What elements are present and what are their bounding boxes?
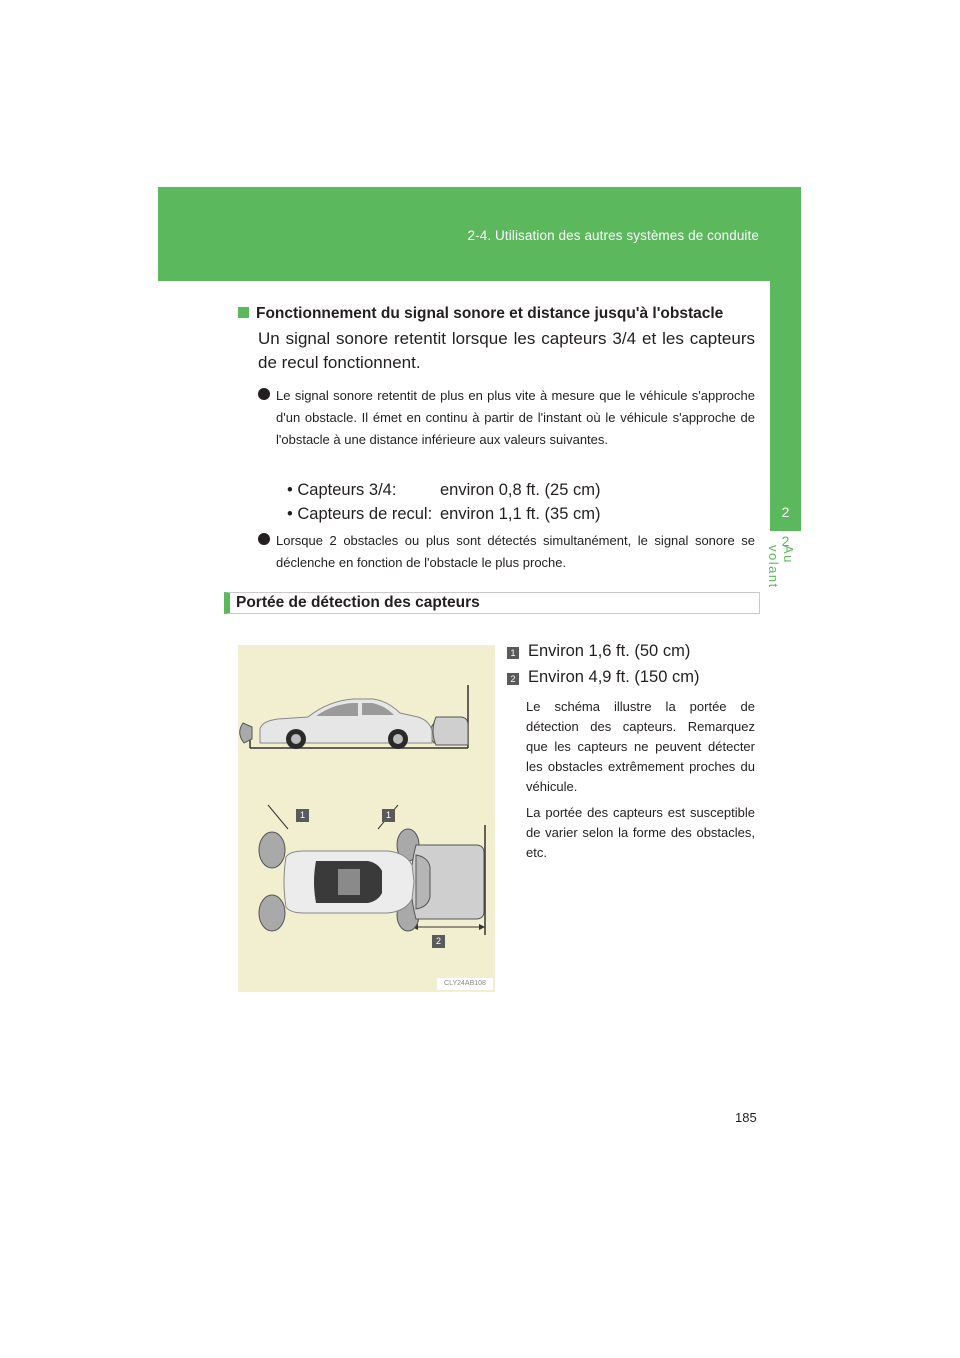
page-number: 185 (735, 1110, 757, 1125)
sensor-range-figure (238, 645, 495, 992)
value-row (287, 502, 600, 526)
value-label: • Capteurs de recul: (287, 505, 433, 523)
legend-item (507, 640, 690, 662)
legend-text: Environ 4,9 ft. (150 cm) (528, 668, 700, 686)
value-label: • Capteurs 3/4: (287, 481, 397, 499)
figure-badge-1a: 1 (299, 810, 305, 820)
section-heading-text: Portée de détection des capteurs (236, 594, 480, 611)
figure-badge-1b: 1 (385, 810, 391, 820)
bullet-text: Le signal sonore retentit de plus en plus vite à mesure que le véhicule s'approche d'un obstacle. Il émet en continu à partir de l'instant où le véhicule s'approche de l'obstacle à une distance inférieure aux valeurs suivantes. (276, 388, 755, 447)
legend-item (507, 666, 700, 688)
section-title: 2-4. Utilisation des autres systèmes de conduite (467, 228, 759, 243)
subsection-heading (238, 305, 723, 323)
value-text: environ 0,8 ft. (25 cm) (440, 481, 601, 499)
figure-badge-2: 2 (435, 936, 441, 946)
intro-paragraph: Un signal sonore retentit lorsque les capteurs 3/4 et les capteurs de recul fonctionnent. (258, 329, 755, 372)
bullet-dot-icon (258, 388, 270, 400)
distance-values (287, 478, 600, 526)
figure-note: La portée des capteurs est susceptible de varier selon la forme des obstacles, etc. (526, 805, 755, 860)
header-band (158, 187, 801, 281)
bullet-dot-icon (258, 533, 270, 545)
chapter-tab (770, 281, 801, 549)
chapter-number: 2 (781, 533, 790, 549)
chapter-number-label: 2 (781, 504, 790, 520)
bullet-text: Lorsque 2 obstacles ou plus sont détectés simultanément, le signal sonore se déclenche en fonction de l'obstacle le plus proche. (276, 533, 755, 570)
chapter-label: Au volant (766, 545, 796, 589)
sensor-diagram (238, 645, 495, 992)
legend-badge: 2 (507, 673, 519, 685)
legend-badge: 1 (507, 647, 519, 659)
value-row (287, 478, 600, 502)
figure-note: Le schéma illustre la portée de détection des capteurs. Remarquez que les capteurs ne peuvent détecter les obstacles extrêmement proches du véhicule. (526, 699, 755, 794)
square-bullet-icon (238, 307, 249, 318)
bullet-paragraph (258, 385, 755, 451)
value-text: environ 1,1 ft. (35 cm) (440, 505, 601, 523)
subsection-heading-text: Fonctionnement du signal sonore et distance jusqu'à l'obstacle (256, 305, 724, 322)
section-heading (224, 592, 760, 614)
legend-text: Environ 1,6 ft. (50 cm) (528, 642, 691, 660)
bullet-paragraph (258, 530, 755, 574)
figure-code: CLY24AB108 (437, 978, 493, 990)
